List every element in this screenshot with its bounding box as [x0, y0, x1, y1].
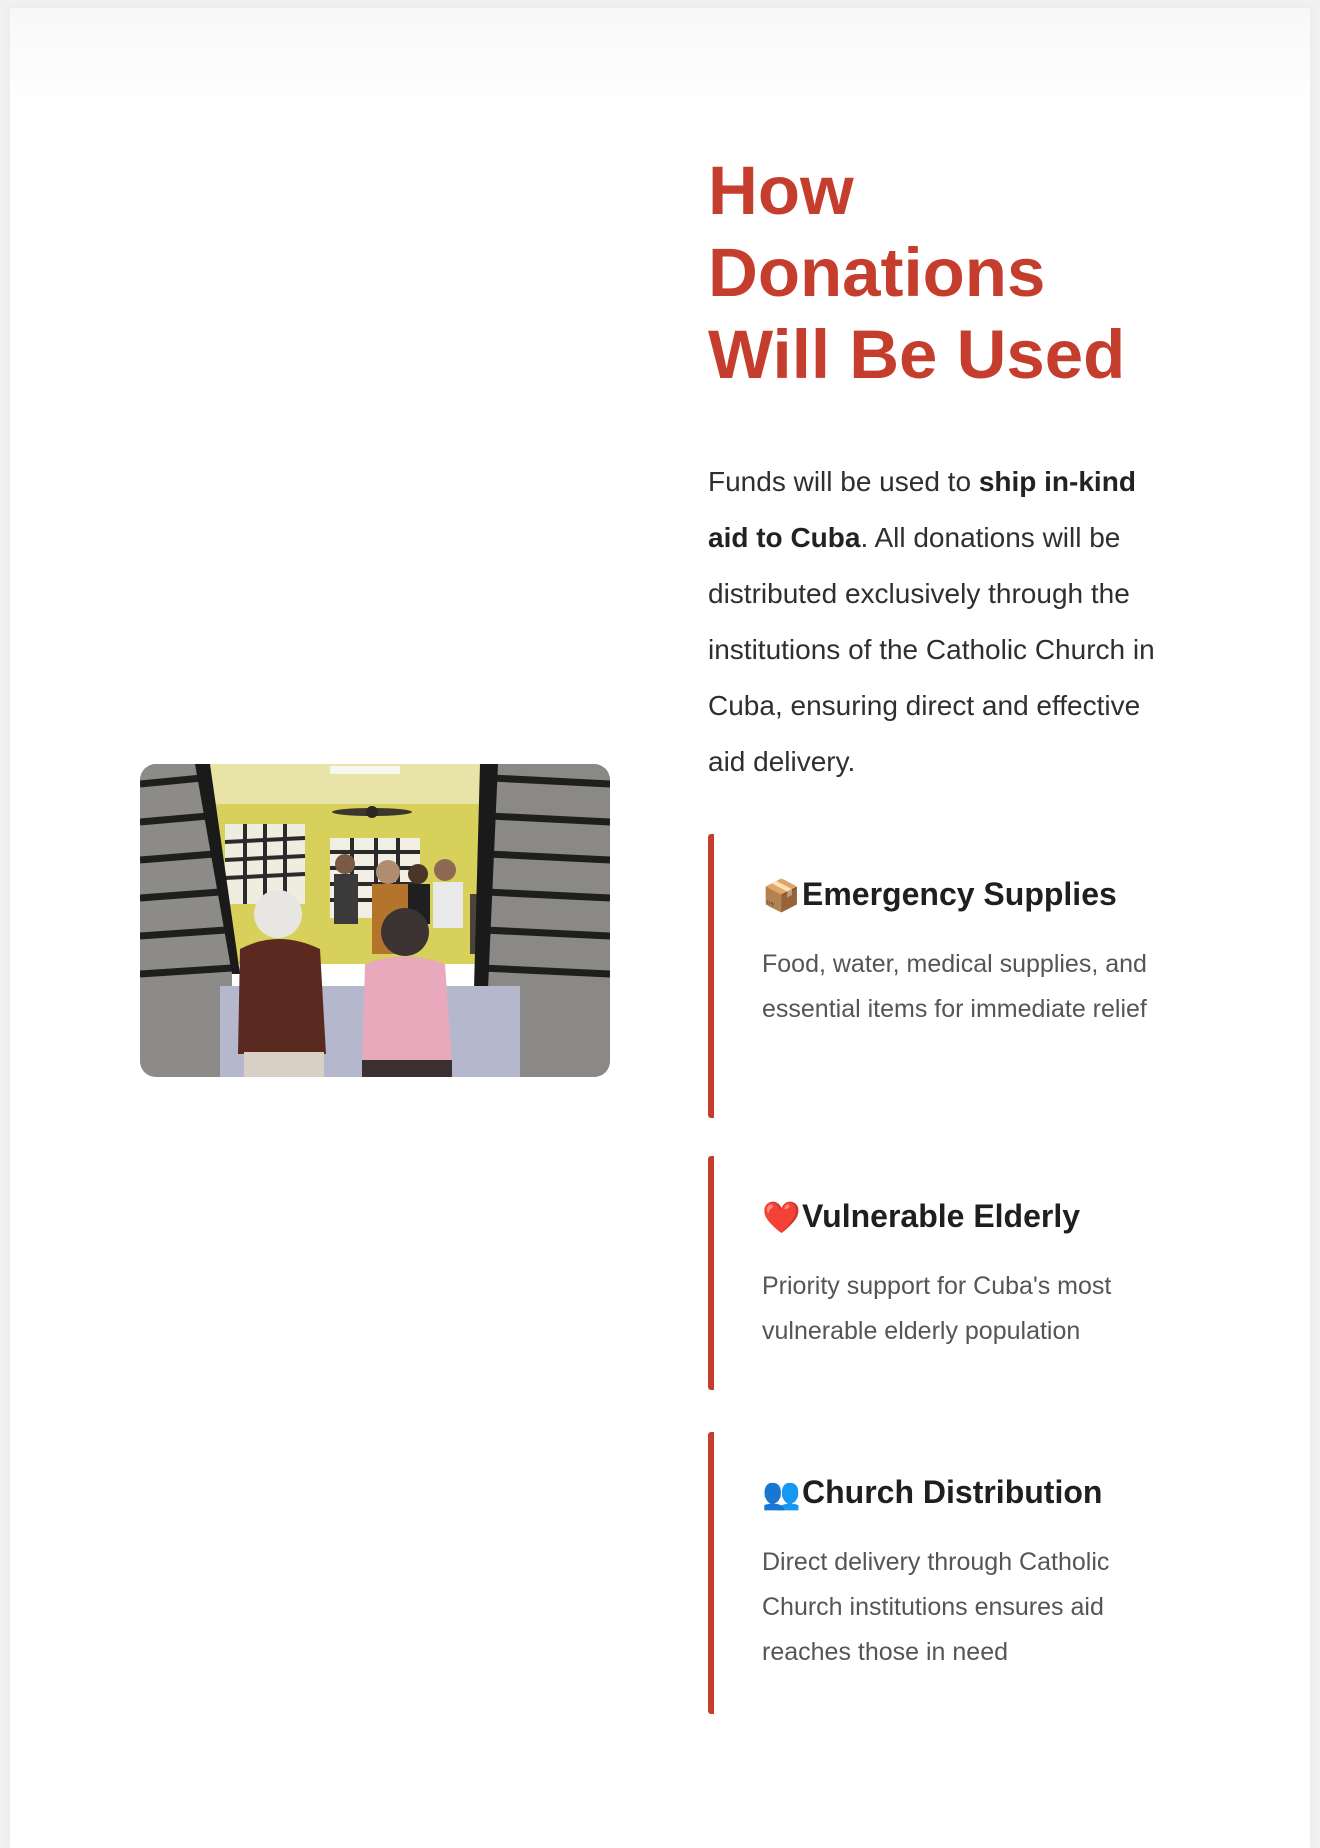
feature-emergency-supplies — [708, 834, 1182, 1118]
heart-icon: ❤️ — [762, 1200, 801, 1235]
feature-title — [762, 874, 1182, 916]
feature-vulnerable-elderly — [708, 1156, 1182, 1390]
package-icon: 📦 — [762, 878, 801, 913]
feature-title — [762, 1472, 1182, 1514]
feature-church-distribution — [708, 1432, 1182, 1714]
intro-text-1: Funds will be used to — [708, 466, 979, 497]
feature-title-text: Vulnerable Elderly — [802, 1198, 1081, 1234]
feature-title-text: Emergency Supplies — [802, 876, 1117, 912]
feature-title-text: Church Distribution — [802, 1474, 1103, 1510]
section-title: How Donations Will Be Used — [708, 152, 1126, 393]
top-fade — [10, 8, 1310, 118]
intro-text-2: . All donations will be distributed exclusively through the institutions of the Catholic Church in Cuba, ensuring direct and effective aid delivery. — [708, 522, 1155, 777]
feature-description: Direct delivery through Catholic Church institutions ensures aid reaches those in need — [762, 1548, 1110, 1666]
feature-description: Food, water, medical supplies, and essential items for immediate relief — [762, 950, 1147, 1023]
aid-photo — [140, 764, 610, 1077]
section-intro — [708, 454, 1178, 790]
people-icon: 👥 — [762, 1476, 801, 1511]
feature-description: Priority support for Cuba's most vulnerable elderly population — [762, 1272, 1112, 1345]
intro-bold-text: ship in-kind aid to Cuba — [708, 466, 1136, 553]
feature-title — [762, 1196, 1182, 1238]
page-card — [10, 8, 1310, 1848]
donations-section — [708, 150, 1188, 790]
